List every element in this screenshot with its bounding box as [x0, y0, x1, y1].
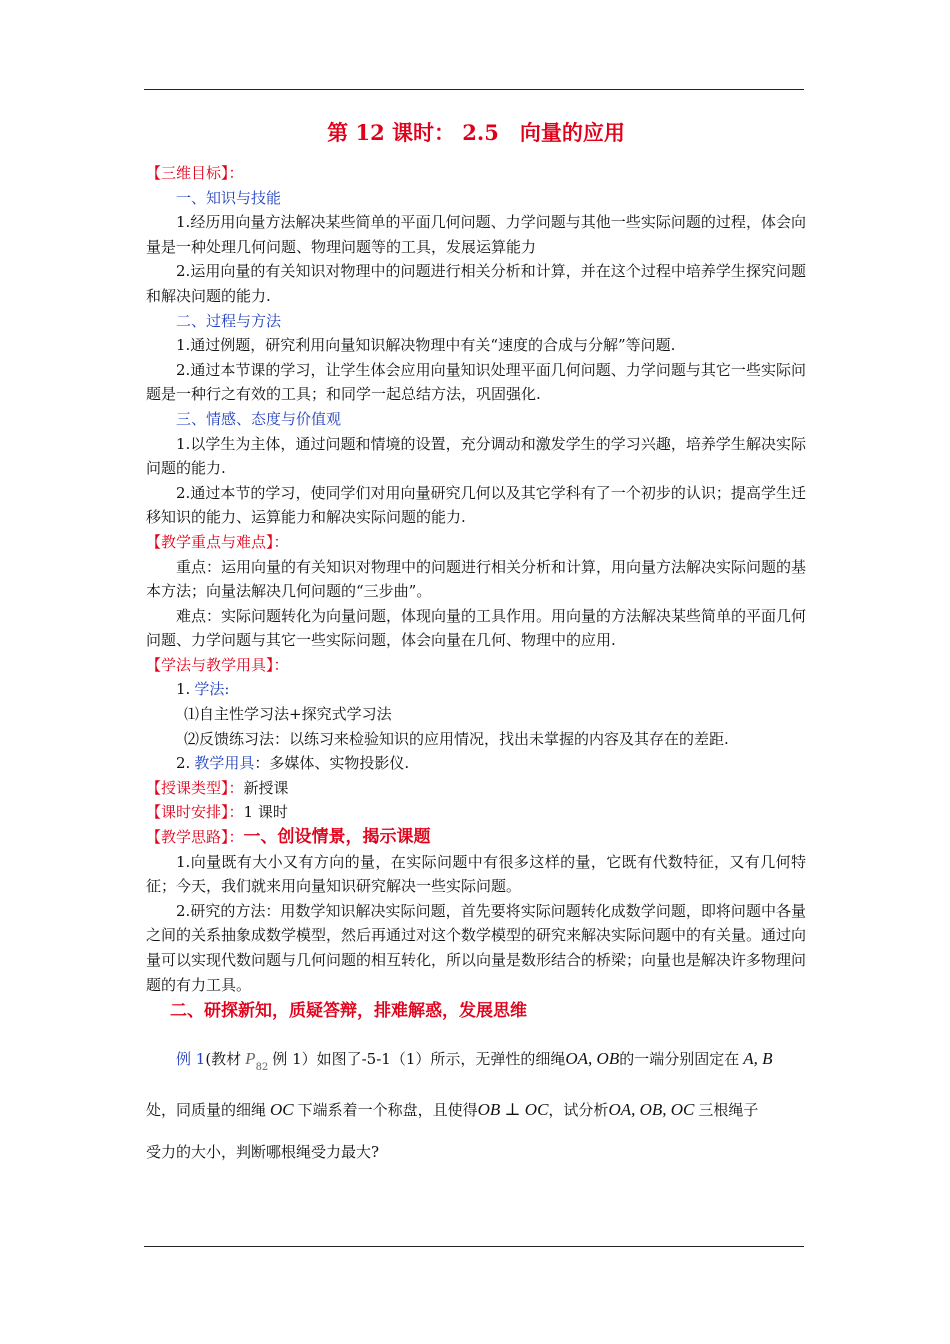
example-p-letter: P [245, 1048, 256, 1068]
knowledge-p2: 2.运用向量的有关知识对物理中的问题进行相关分析和计算，并在这个过程中培养学生探究问题和解决问题的能力. [146, 262, 806, 305]
schedule-value: 1 课时 [243, 803, 288, 822]
knowledge-p1: 1.经历用向量方法解决某些简单的平面几何问题、力学问题与其他一些实际问题的过程，体会向量是一种处理几何问题、物理问题等的工具，发展运算能力 [146, 213, 806, 256]
example-label: 例 1 [176, 1049, 206, 1068]
header-rule [144, 89, 804, 90]
methods-item1 [146, 677, 806, 702]
example-t1: (教材 [205, 1049, 242, 1068]
example-m5: OA, OB, OC [608, 1099, 695, 1119]
methods-item1b: ⑵反馈练习法：以练习来检验知识的应用情况，找出未掌握的内容及其存在的差距. [184, 729, 729, 748]
example-p-sub: 82 [255, 1061, 269, 1073]
example-m2: A, B [743, 1048, 773, 1068]
goals-header: 【三维目标】： [146, 164, 244, 182]
thinking-sec1: 一、创设情景，揭示课题 [243, 827, 431, 848]
example-m1: OA, OB [565, 1048, 620, 1068]
attitude-heading: 三、情感、态度与价值观 [176, 409, 342, 428]
page-title: 第 12 课时： 2.5 向量的应用 [327, 120, 625, 145]
example-m4: OB ⊥ OC [477, 1099, 549, 1119]
example-line-3: 受力的大小，判断哪根绳受力最大? [146, 1142, 380, 1161]
methods-item1-num: 1. [176, 680, 191, 699]
keypoints-focus: 重点：运用向量的有关知识对物理中的问题进行相关分析和计算，用向量方法解决实际问题的基本方法；向量法解决几何问题的“三步曲”。 [146, 557, 807, 601]
methods-header: 【学法与教学用具】： [146, 655, 289, 674]
knowledge-heading: 一、知识与技能 [176, 188, 282, 207]
example-t4: 处，同质量的细绳 [146, 1100, 267, 1119]
thinking-header: 【教学思路】： [146, 828, 244, 847]
example-1 [146, 1044, 806, 1167]
example-t7: 三根绳子 [698, 1100, 759, 1119]
thinking [146, 825, 806, 850]
example-line-2 [146, 1095, 806, 1125]
example-t5: 下端系着一个称盘，且使得 [297, 1100, 478, 1119]
thinking-p2: 2.研究的方法：用数学知识解决实际问题，首先要将实际问题转化成数学问题，即将问题中各量之间的关系抽象成数学模型，然后再通过对这个数学模型的研究来解决实际问题中的有关量。通过向量可以实现代数问题与几何问题的相互转化，所以向量是数形结合的桥梁；向量也是解决许多物理问题的有力工具。 [146, 901, 807, 994]
attitude-p1: 1.以学生为主体，通过问题和情境的设置，充分调动和激发学生的学习兴趣，培养学生解决实际问题的能力. [146, 434, 806, 478]
example-m3: OC [270, 1099, 294, 1119]
thinking-p1: 1.向量既有大小又有方向的量，在实际问题中有很多这样的量，它既有代数特征，又有几何特征；今天，我们就来用向量知识研究解决一些实际问题。 [146, 852, 806, 896]
keypoints-header: 【教学重点与难点】： [146, 532, 289, 551]
methods-item2-num: 2. [176, 754, 191, 773]
document-body [146, 118, 806, 1167]
lesson-type-value: 新授课 [243, 778, 289, 797]
methods-item2-label: 教学用具 [194, 754, 255, 773]
methods-item1-label: 学法: [194, 680, 230, 699]
process-p1: 1.通过例题，研究利用向量知识解决物理中有关“速度的合成与分解”等问题. [176, 336, 676, 355]
example-line-1 [146, 1044, 806, 1083]
schedule-header: 【课时安排】： [146, 803, 244, 822]
example-t3: 的一端分别固定在 [619, 1049, 740, 1068]
thinking-sec2: 二、研探新知，质疑答辩，排难解惑，发展思维 [170, 1001, 527, 1022]
methods-item1a: ⑴自主性学习法+探究式学习法 [184, 705, 392, 724]
process-heading: 二、过程与方法 [176, 311, 282, 330]
attitude-p2: 2.通过本节的学习，使同学们对用向量研究几何以及其它学科有了一个初步的认识；提高学生迁移知识的能力、运算能力和解决实际问题的能力. [146, 483, 806, 527]
keypoints-difficulty: 难点：实际问题转化为向量问题，体现向量的工具作用。用向量的方法解决某些简单的平面几何问题、力学问题与其它一些实际问题，体会向量在几何、物理中的应用. [146, 606, 807, 650]
methods-item2 [146, 751, 806, 776]
footer-rule [144, 1246, 804, 1247]
example-t2: 例 1）如图了-5-1（1）所示，无弹性的细绳 [272, 1049, 566, 1068]
example-t6: ，试分析 [548, 1100, 609, 1119]
lesson-type [146, 776, 806, 801]
methods-item2-text: ：多媒体、实物投影仪. [254, 754, 410, 773]
lesson-type-header: 【授课类型】： [146, 778, 244, 797]
schedule [146, 800, 806, 825]
process-p2: 2.通过本节课的学习，让学生体会应用向量知识处理平面几何问题、力学问题与其它一些实际问题是一种行之有效的工具；和同学一起总结方法，巩固强化. [146, 360, 806, 404]
